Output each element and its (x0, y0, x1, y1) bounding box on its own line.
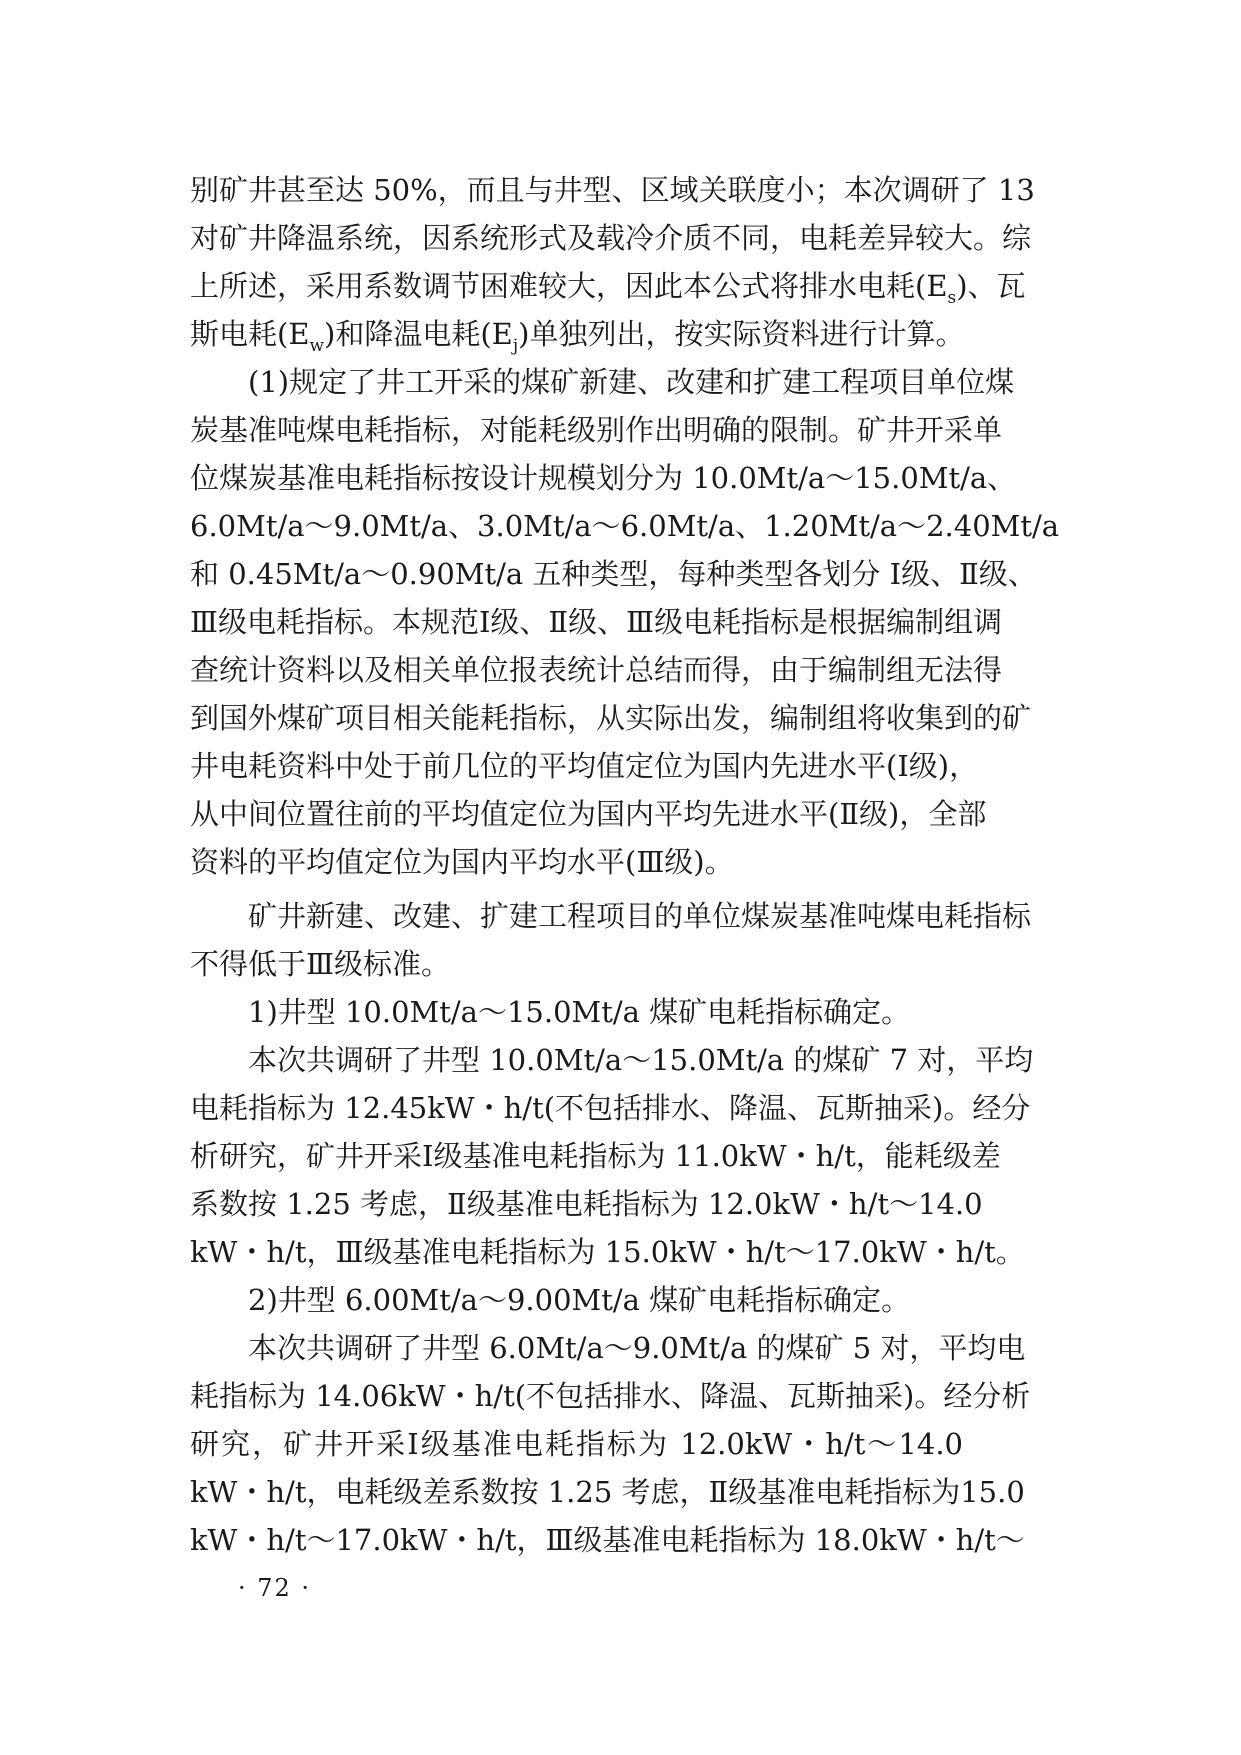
text-line (190, 261, 1026, 311)
text-line: kW・h/t，电耗级差系数按 1.25 考虑，Ⅱ级基准电耗指标为15.0 (190, 1475, 1025, 1509)
text-line: 到国外煤矿项目相关能耗指标，从实际出发，编制组将收集到的矿 (190, 701, 1032, 735)
text-segment: 上所述，采用系数调节困难较大，因此本公式将排水电耗(E (190, 269, 948, 303)
paragraph-first-line: 矿井新建、改建、扩建工程项目的单位煤炭基准吨煤电耗指标 (248, 899, 1032, 933)
subheading: 2)井型 6.00Mt/a～9.00Mt/a 煤矿电耗指标确定。 (248, 1283, 911, 1317)
subscript: j (512, 335, 519, 356)
text-segment: 斯电耗(E (190, 317, 310, 351)
text-line: 查统计资料以及相关单位报表统计总结而得，由于编制组无法得 (190, 653, 1003, 687)
paragraph-first-line: 本次共调研了井型 10.0Mt/a～15.0Mt/a 的煤矿 7 对，平均 (248, 1043, 1034, 1077)
text-line (190, 309, 963, 359)
paragraph-first-line: 本次共调研了井型 6.0Mt/a～9.0Mt/a 的煤矿 5 对，平均电 (248, 1331, 1026, 1365)
subscript: w (309, 335, 325, 356)
subheading: 1)井型 10.0Mt/a～15.0Mt/a 煤矿电耗指标确定。 (248, 995, 911, 1029)
text-line: 从中间位置往前的平均值定位为国内平均先进水平(Ⅱ级)，全部 (190, 797, 987, 831)
text-line: 6.0Mt/a～9.0Mt/a、3.0Mt/a～6.0Mt/a、1.20Mt/a～2.40Mt/a (190, 509, 1060, 543)
text-line: 研究，矿井开采Ⅰ级基准电耗指标为 12.0kW・h/t～14.0 (190, 1427, 963, 1461)
text-line: 和 0.45Mt/a～0.90Mt/a 五种类型，每种类型各划分 Ⅰ级、Ⅱ级、 (190, 557, 1037, 591)
text-line: kW・h/t，Ⅲ级基准电耗指标为 15.0kW・h/t～17.0kW・h/t。 (190, 1235, 1025, 1269)
text-line: Ⅲ级电耗指标。本规范Ⅰ级、Ⅱ级、Ⅲ级电耗指标是根据编制组调 (190, 605, 1003, 639)
text-line: kW・h/t～17.0kW・h/t，Ⅲ级基准电耗指标为 18.0kW・h/t～ (190, 1523, 1025, 1557)
subscript: s (947, 287, 957, 308)
paragraph-first-line: (1)规定了井工开采的煤矿新建、改建和扩建工程项目单位煤 (248, 365, 1015, 399)
text-line: 井电耗资料中处于前几位的平均值定位为国内先进水平(Ⅰ级)， (190, 749, 979, 783)
text-line: 别矿井甚至达 50%，而且与井型、区域关联度小；本次调研了 13 (190, 173, 1035, 207)
text-line: 炭基准吨煤电耗指标，对能耗级别作出明确的限制。矿井开采单 (190, 413, 1003, 447)
text-line: 不得低于Ⅲ级标准。 (190, 947, 450, 981)
text-line: 系数按 1.25 考虑，Ⅱ级基准电耗指标为 12.0kW・h/t～14.0 (190, 1187, 983, 1221)
text-segment: )和降温电耗(E (324, 317, 513, 351)
text-segment: )单独列出，按实际资料进行计算。 (518, 317, 965, 351)
page-number: · 72 · (238, 1574, 312, 1602)
text-line: 耗指标为 14.06kW・h/t(不包括排水、降温、瓦斯抽采)。经分析 (190, 1379, 1031, 1413)
text-line: 电耗指标为 12.45kW・h/t(不包括排水、降温、瓦斯抽采)。经分 (190, 1091, 1031, 1125)
text-line: 对矿井降温系统，因系统形式及载冷介质不同，电耗差异较大。综 (190, 221, 1032, 255)
text-line: 析研究，矿井开采Ⅰ级基准电耗指标为 11.0kW・h/t，能耗级差 (190, 1139, 1001, 1173)
text-segment: )、瓦 (956, 269, 1026, 303)
text-line: 资料的平均值定位为国内平均水平(Ⅲ级)。 (190, 845, 734, 879)
text-line: 位煤炭基准电耗指标按设计规模划分为 10.0Mt/a～15.0Mt/a、 (190, 461, 1017, 495)
